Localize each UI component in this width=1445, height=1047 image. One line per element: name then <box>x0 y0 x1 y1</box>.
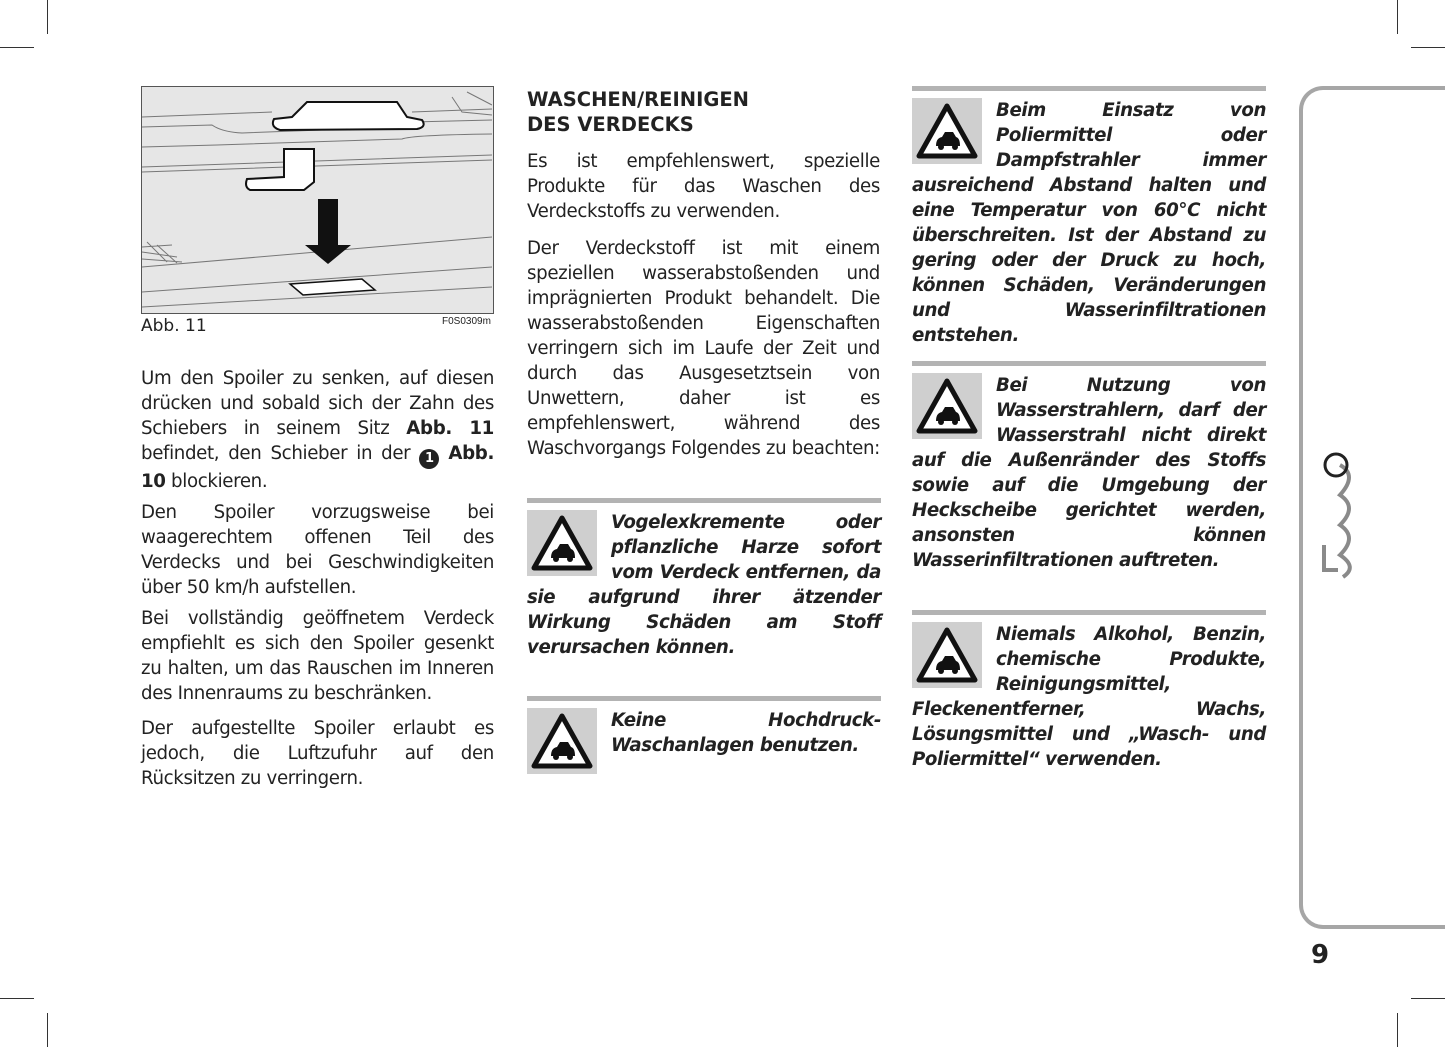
text: befindet, den Schieber in der <box>141 443 420 464</box>
figure-spoiler-illustration <box>141 86 494 314</box>
warning-text: Niemals Alkohol, Benzin, chemische Produkte, Reinigungsmittel, Fleckenentferner, Wachs, Lösungsmittel und „Wasch- und Poliermittel“ verwenden. <box>912 624 1266 770</box>
figure-reference: Abb. 10 <box>141 443 494 492</box>
middle-column <box>527 87 880 467</box>
paragraph: Bei vollständig geöffnetem Verdeck empfiehlt es sich den Spoiler gesenkt zu halten, um das Rauschen im Inneren des Innenraums zu beschränken. <box>141 608 494 704</box>
paragraph: Der aufgestellte Spoiler erlaubt es jedoch, die Luftzufuhr auf den Rücksitzen zu verringern. <box>141 718 494 789</box>
warning-box <box>912 610 1266 772</box>
crop-mark <box>1397 1013 1398 1047</box>
paragraph <box>141 366 494 494</box>
figure-code: F0S0309m <box>442 316 491 327</box>
warning-text: Vogelexkremente oder pflanzliche Harze sofort vom Verdeck entfernen, da sie aufgrund ihrer ätzender Wirkung Schäden am Stoff verursachen können. <box>527 512 881 658</box>
text: blockieren. <box>165 471 268 492</box>
crop-mark <box>1411 47 1445 48</box>
warning-car-icon <box>912 98 982 164</box>
crop-mark <box>0 998 34 999</box>
warning-car-icon <box>912 373 982 439</box>
crop-mark <box>1397 0 1398 34</box>
section-heading: DES VERDECKS <box>527 113 694 136</box>
crop-mark <box>1411 998 1445 999</box>
warning-text: Beim Einsatz von Poliermittel oder Dampfstrahler immer ausreichend Abstand halten und eine Temperatur von 60°C nicht überschreiten. Ist der Abstand zu gering oder der Druck zu hoch, können Schäden, Veränderungen und Wasserinfiltrationen entstehen. <box>912 100 1266 346</box>
paragraph: Den Spoiler vorzugsweise bei waagerechtem offenen Teil des Verdecks und bei Geschwindigkeiten über 50 km/h aufstellen. <box>141 502 494 598</box>
warning-car-icon <box>912 622 982 688</box>
left-column <box>141 366 494 797</box>
figure-caption: Abb. 11 <box>141 316 207 336</box>
marker-badge: 1 <box>419 449 439 469</box>
warning-box <box>527 696 881 776</box>
paragraph: Der Verdeckstoff ist mit einem speziellen wasserabstoßenden und imprägnierten Produkt behandelt. Die wasserabstoßenden Eigenschaften verringern sich im Laufe der Zeit und durch das Ausgesetztsein von Unwettern, daher ist es empfehlenswert, während des Waschvorgangs Folgendes zu beachten: <box>527 238 880 459</box>
text: Um den Spoiler zu senken, auf diesen drücken und sobald sich der Zahn des Schiebers in seinem Sitz <box>141 368 494 439</box>
warning-car-icon <box>527 510 597 576</box>
page-number: 9 <box>1311 940 1330 970</box>
crop-mark <box>47 1013 48 1047</box>
figure-reference: Abb. 11 <box>406 418 494 439</box>
section-heading: WASCHEN/REINIGEN <box>527 88 749 111</box>
warning-box <box>912 361 1266 573</box>
warning-box <box>527 498 881 660</box>
crop-mark <box>0 47 34 48</box>
crop-mark <box>47 0 48 34</box>
paragraph: Es ist empfehlenswert, spezielle Produkte für das Waschen des Verdeckstoffs zu verwenden. <box>527 151 880 222</box>
brand-logo-500 <box>1318 445 1358 580</box>
warning-box <box>912 86 1266 348</box>
warning-text: Keine Hochdruck-Waschanlagen benutzen. <box>611 710 881 756</box>
warning-car-icon <box>527 708 597 774</box>
warning-text: Bei Nutzung von Wasserstrahlern, darf der Wasserstrahl nicht direkt auf die Außenränder des Stoffs sowie auf die Umgebung der Heckscheibe gerichtet werden, ansonsten können Wasserinfiltrationen auftreten. <box>912 375 1266 571</box>
